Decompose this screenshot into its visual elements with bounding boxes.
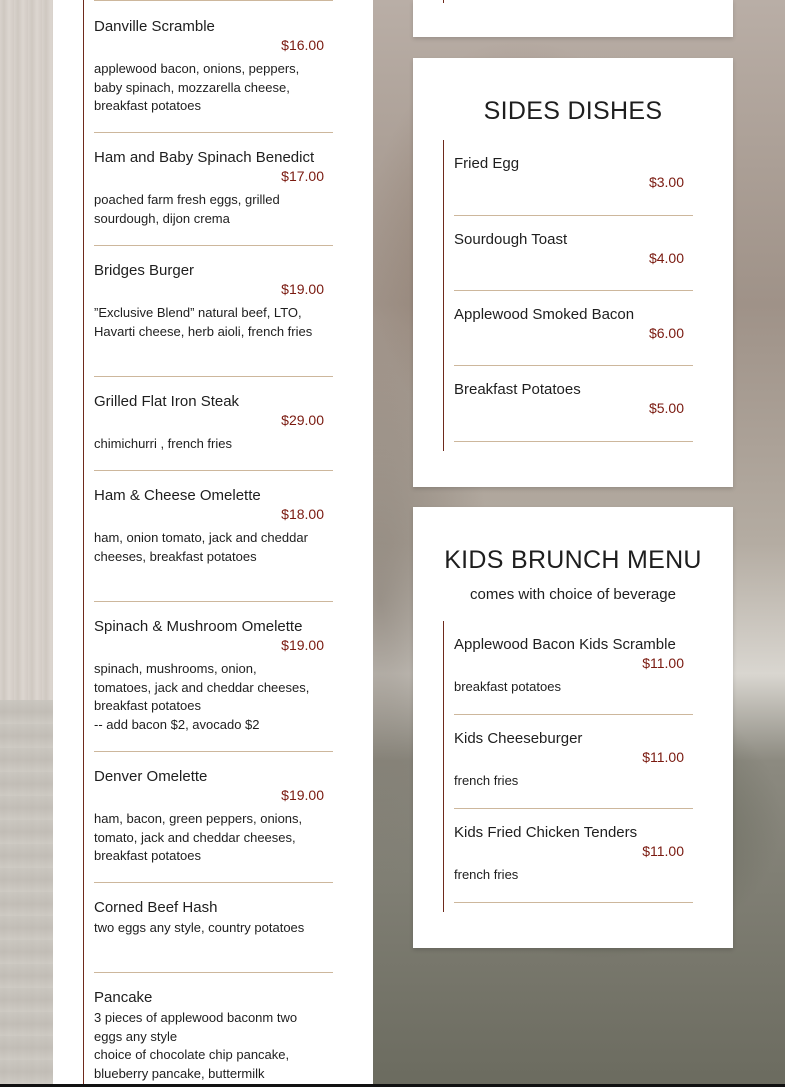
- menu-item: [454, 823, 694, 885]
- brunch-menu-panel: [53, 0, 373, 1087]
- item-name: Grilled Flat Iron Steak: [94, 393, 240, 410]
- menu-item: [454, 305, 694, 343]
- item-name: Breakfast Potatoes: [454, 381, 581, 398]
- item-price: $17.00: [281, 168, 324, 184]
- menu-accent-line: [83, 0, 84, 1087]
- item-description: french fries: [454, 773, 519, 788]
- item-price: $11.00: [642, 749, 684, 765]
- item-options: choice of chocolate chip pancake, blueberry pancake, buttermilk: [94, 1047, 290, 1081]
- menu-item: [454, 380, 694, 418]
- menu-item: [94, 898, 334, 938]
- menu-item: [454, 154, 694, 192]
- item-separator: [94, 751, 333, 752]
- item-price: $19.00: [281, 787, 324, 803]
- menu-item: [94, 17, 334, 116]
- menu-accent-line: [443, 0, 444, 3]
- item-description: ham, bacon, green peppers, onions, tomato, jack and cheddar cheeses, breakfast potatoes: [94, 811, 303, 863]
- item-description: 3 pieces of applewood baconm two eggs any style: [94, 1010, 298, 1044]
- item-name: Kids Cheeseburger: [454, 730, 583, 747]
- menu-item: [454, 729, 694, 791]
- item-name: Danville Scramble: [94, 18, 215, 35]
- item-name: Applewood Bacon Kids Scramble: [454, 636, 676, 653]
- menu-item: [94, 148, 334, 228]
- item-name: Bridges Burger: [94, 262, 195, 279]
- menu-item: [94, 617, 334, 734]
- menu-accent-line: [443, 621, 444, 912]
- item-description: french fries: [454, 867, 519, 882]
- item-separator: [94, 245, 333, 246]
- kids-menu-panel: [413, 507, 733, 948]
- item-addon-note: -- add bacon $2, avocado $2: [94, 716, 260, 732]
- item-price: $19.00: [281, 281, 324, 297]
- item-price: $4.00: [648, 250, 684, 266]
- menu-item: [454, 230, 694, 268]
- item-name: Spinach & Mushroom Omelette: [94, 618, 303, 635]
- menu-item: [94, 486, 334, 566]
- item-price: $18.00: [281, 506, 324, 522]
- item-price: $5.00: [648, 400, 684, 416]
- item-description: chimichurri , french fries: [94, 436, 232, 451]
- background-wood: [0, 0, 60, 1087]
- menu-item: [94, 988, 334, 1083]
- item-separator: [94, 972, 333, 973]
- item-description: breakfast potatoes: [454, 679, 561, 694]
- menu-item: [94, 261, 334, 341]
- sides-menu-panel: [413, 58, 733, 487]
- item-separator: [454, 808, 693, 809]
- item-separator: [94, 470, 333, 471]
- item-description: ”Exclusive Blend” natural beef, LTO, Havarti cheese, herb aioli, french fries: [94, 305, 313, 339]
- item-description: applewood bacon, onions, peppers, baby spinach, mozzarella cheese, breakfast potatoes: [94, 61, 300, 113]
- item-separator: [454, 902, 693, 903]
- item-name: Applewood Smoked Bacon: [454, 306, 635, 323]
- item-name: Ham and Baby Spinach Benedict: [94, 149, 315, 166]
- item-separator: [454, 215, 693, 216]
- menu-item: [94, 767, 334, 866]
- previous-menu-panel: [413, 0, 733, 37]
- item-separator: [94, 376, 333, 377]
- item-separator: [94, 882, 333, 883]
- item-price: $6.00: [648, 325, 684, 341]
- panel-title: KIDS BRUNCH MENU: [444, 546, 702, 574]
- menu-accent-line: [443, 140, 444, 451]
- item-price: $11.00: [642, 843, 684, 859]
- item-separator: [454, 441, 693, 442]
- item-separator: [454, 365, 693, 366]
- item-price: $19.00: [281, 637, 324, 653]
- item-name: Denver Omelette: [94, 768, 208, 785]
- item-name: Corned Beef Hash: [94, 899, 218, 916]
- item-description: two eggs any style, country potatoes: [94, 920, 305, 935]
- item-separator: [454, 714, 693, 715]
- panel-title: SIDES DISHES: [483, 97, 663, 125]
- item-name: Fried Egg: [454, 155, 520, 172]
- item-description: poached farm fresh eggs, grilled sourdough, dijon crema: [94, 192, 280, 226]
- item-name: Ham & Cheese Omelette: [94, 487, 261, 504]
- item-separator: [94, 0, 333, 1]
- item-price: $11.00: [642, 655, 684, 671]
- item-separator: [94, 132, 333, 133]
- item-price: $29.00: [281, 412, 324, 428]
- panel-subtitle: comes with choice of beverage: [470, 586, 676, 603]
- item-description: spinach, mushrooms, onion, tomatoes, jack and cheddar cheeses, breakfast potatoes: [94, 661, 310, 713]
- item-separator: [94, 601, 333, 602]
- item-price: $16.00: [281, 37, 324, 53]
- item-name: Sourdough Toast: [454, 231, 568, 248]
- item-name: Kids Fried Chicken Tenders: [454, 824, 638, 841]
- menu-item: [454, 635, 694, 697]
- menu-item: [94, 392, 334, 454]
- item-separator: [454, 290, 693, 291]
- item-price: $3.00: [648, 174, 684, 190]
- item-description: ham, onion tomato, jack and cheddar cheeses, breakfast potatoes: [94, 530, 308, 564]
- item-name: Pancake: [94, 989, 153, 1006]
